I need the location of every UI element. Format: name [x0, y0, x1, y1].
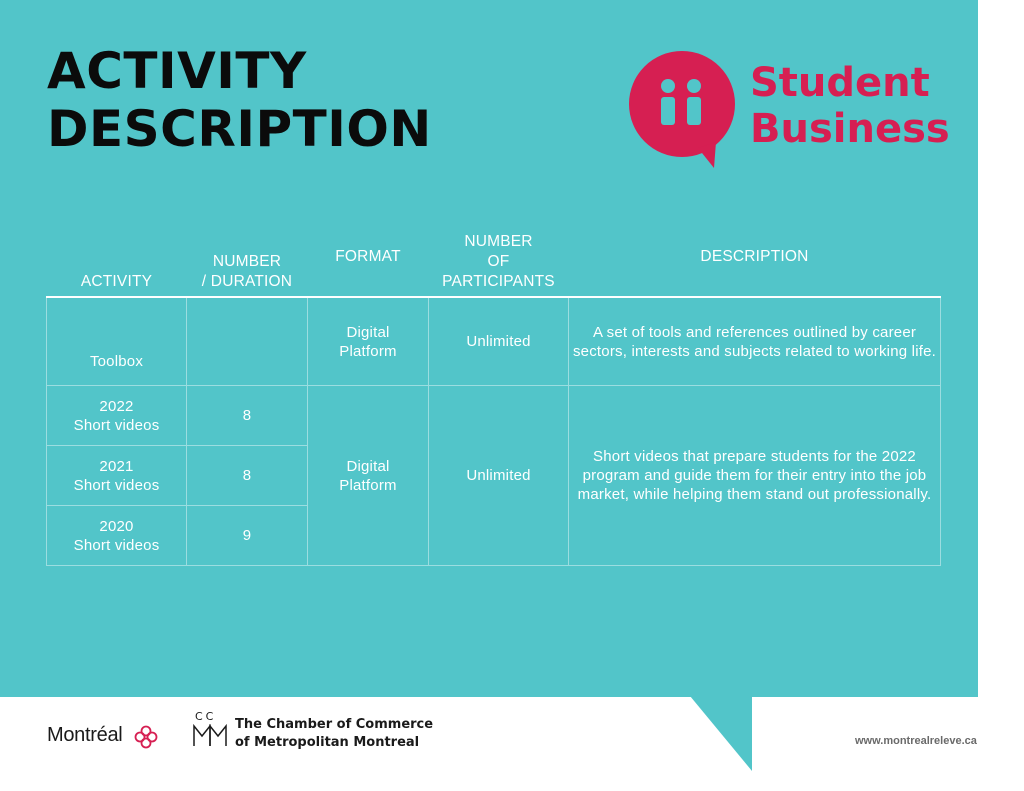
- cell-activity: [47, 506, 187, 566]
- cell-participants: Unlimited: [429, 297, 569, 386]
- cell-activity: [47, 446, 187, 506]
- table-row-toolbox: [47, 297, 941, 386]
- table-header-row: [47, 232, 941, 297]
- header-number-line2: / DURATION: [201, 273, 293, 290]
- page-title-line1: ACTIVITY: [47, 42, 307, 100]
- ccmm-line2: of Metropolitan Montreal: [235, 735, 420, 750]
- brand-line2: Business: [750, 106, 950, 152]
- header-description: DESCRIPTION: [569, 232, 941, 297]
- ccmm-line1: The Chamber of Commerce: [235, 717, 434, 732]
- ccmm-wordmark: [235, 716, 433, 752]
- cell-description-merged: Short videos that prepare students for the 2022 program and guide them for their entry into the job market, while helping them stand out professionally.: [569, 386, 941, 566]
- header-participants-line1: NUMBER: [464, 233, 533, 250]
- brand-line1: Student: [750, 60, 930, 106]
- page-title-line2: DESCRIPTION: [47, 100, 432, 158]
- page-title: [47, 42, 432, 158]
- brand-wordmark: [750, 60, 950, 152]
- header-participants-line3: PARTICIPANTS: [442, 273, 555, 290]
- ccmm-mark-letters: CC: [195, 710, 217, 723]
- cell-number: 8: [187, 446, 308, 506]
- header-format: FORMAT: [308, 232, 429, 297]
- cell-activity-label: Short videos: [73, 476, 160, 494]
- montreal-rosette-icon: [133, 724, 159, 750]
- montreal-logo: Montréal: [47, 724, 123, 746]
- cell-description: A set of tools and references outlined by career sectors, interests and subjects related to working life.: [569, 297, 941, 386]
- cell-format-line2: Platform: [339, 342, 397, 360]
- cell-format-line1: Digital: [346, 457, 390, 475]
- cell-activity-label: Short videos: [73, 536, 160, 554]
- header-participants: [429, 232, 569, 297]
- cell-activity: Toolbox: [47, 297, 187, 386]
- cell-activity-label: Short videos: [73, 416, 160, 434]
- cell-format-line2: Platform: [339, 476, 397, 494]
- table-row-videos-2022: [47, 386, 941, 446]
- cell-number: [187, 297, 308, 386]
- website-url: www.montrealreleve.ca: [855, 735, 977, 747]
- cell-format: [308, 297, 429, 386]
- header-participants-line2: OF: [487, 253, 510, 270]
- activity-table: [46, 232, 941, 566]
- cell-year: 2021: [99, 457, 134, 475]
- student-business-logo: [628, 50, 968, 170]
- cell-format-line1: Digital: [346, 323, 390, 341]
- header-number-duration: [187, 232, 308, 297]
- cell-year: 2022: [99, 397, 134, 415]
- ccmm-logo-icon: [193, 708, 229, 750]
- header-number-line1: NUMBER: [212, 253, 282, 270]
- cell-participants-merged: Unlimited: [429, 386, 569, 566]
- header-activity: ACTIVITY: [47, 232, 187, 297]
- cell-year: 2020: [99, 517, 134, 535]
- cell-number: 8: [187, 386, 308, 446]
- cell-format-merged: [308, 386, 429, 566]
- speech-bubble-people-icon: [628, 50, 740, 170]
- cell-activity: [47, 386, 187, 446]
- cell-number: 9: [187, 506, 308, 566]
